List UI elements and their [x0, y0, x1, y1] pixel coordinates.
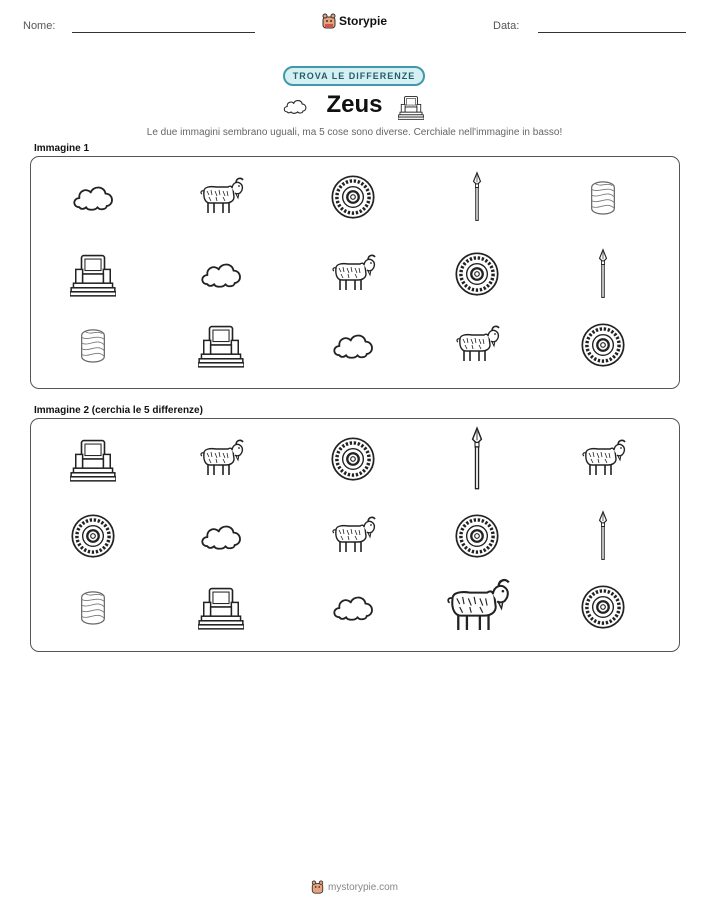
page-title: Zeus	[326, 91, 383, 118]
goat-icon[interactable]	[441, 574, 513, 640]
shield-icon	[330, 174, 376, 220]
cloud-icon	[70, 180, 116, 214]
instructions: Le due immagini sembrano uguali, ma 5 cose sono diverse. Cerchiale nell'immagine in basso!	[146, 127, 563, 138]
cloud-icon	[330, 328, 376, 362]
spear-icon[interactable]	[466, 424, 488, 494]
footer-url[interactable]: mystorypie.com	[327, 881, 398, 893]
storypie-mascot-icon	[322, 13, 336, 29]
throne-icon	[197, 322, 245, 368]
spear-icon[interactable]	[594, 510, 612, 562]
throne-icon[interactable]	[69, 436, 117, 482]
goat-icon[interactable]	[328, 514, 378, 558]
wool-bundle-icon	[76, 322, 110, 368]
storypie-logo	[322, 13, 387, 29]
date-label: Data:	[493, 20, 520, 32]
goat-icon[interactable]	[578, 437, 628, 481]
goat-icon[interactable]	[196, 437, 246, 481]
activity-badge: TROVA LE DIFFERENZE	[283, 66, 425, 86]
spear-icon	[468, 171, 486, 223]
date-field[interactable]	[538, 32, 686, 33]
wool-bundle-icon[interactable]	[76, 584, 110, 630]
cloud-icon[interactable]	[330, 590, 376, 624]
image1-label: Immagine 1	[34, 143, 90, 154]
name-field[interactable]	[72, 32, 255, 33]
logo-text: Storypie	[339, 14, 388, 28]
shield-icon	[454, 251, 500, 297]
shield-icon[interactable]	[454, 513, 500, 559]
shield-icon[interactable]	[330, 436, 376, 482]
goat-icon	[452, 323, 502, 367]
footer	[0, 880, 709, 894]
wool-bundle-icon	[586, 174, 620, 220]
throne-icon	[69, 251, 117, 297]
image1-panel	[30, 156, 680, 389]
name-label: Nome:	[23, 20, 56, 32]
image2-panel[interactable]	[30, 418, 680, 652]
goat-icon	[196, 175, 246, 219]
shield-icon[interactable]	[580, 584, 626, 630]
goat-icon	[328, 252, 378, 296]
cloud-icon[interactable]	[198, 519, 244, 553]
shield-icon	[580, 322, 626, 368]
throne-icon[interactable]	[197, 584, 245, 630]
storypie-mascot-icon	[311, 880, 324, 894]
spear-icon	[594, 248, 612, 300]
throne-icon	[398, 94, 424, 125]
cloud-icon	[198, 257, 244, 291]
shield-icon[interactable]	[70, 513, 116, 559]
image2-label: Immagine 2 (cerchia le 5 differenze)	[34, 405, 203, 416]
